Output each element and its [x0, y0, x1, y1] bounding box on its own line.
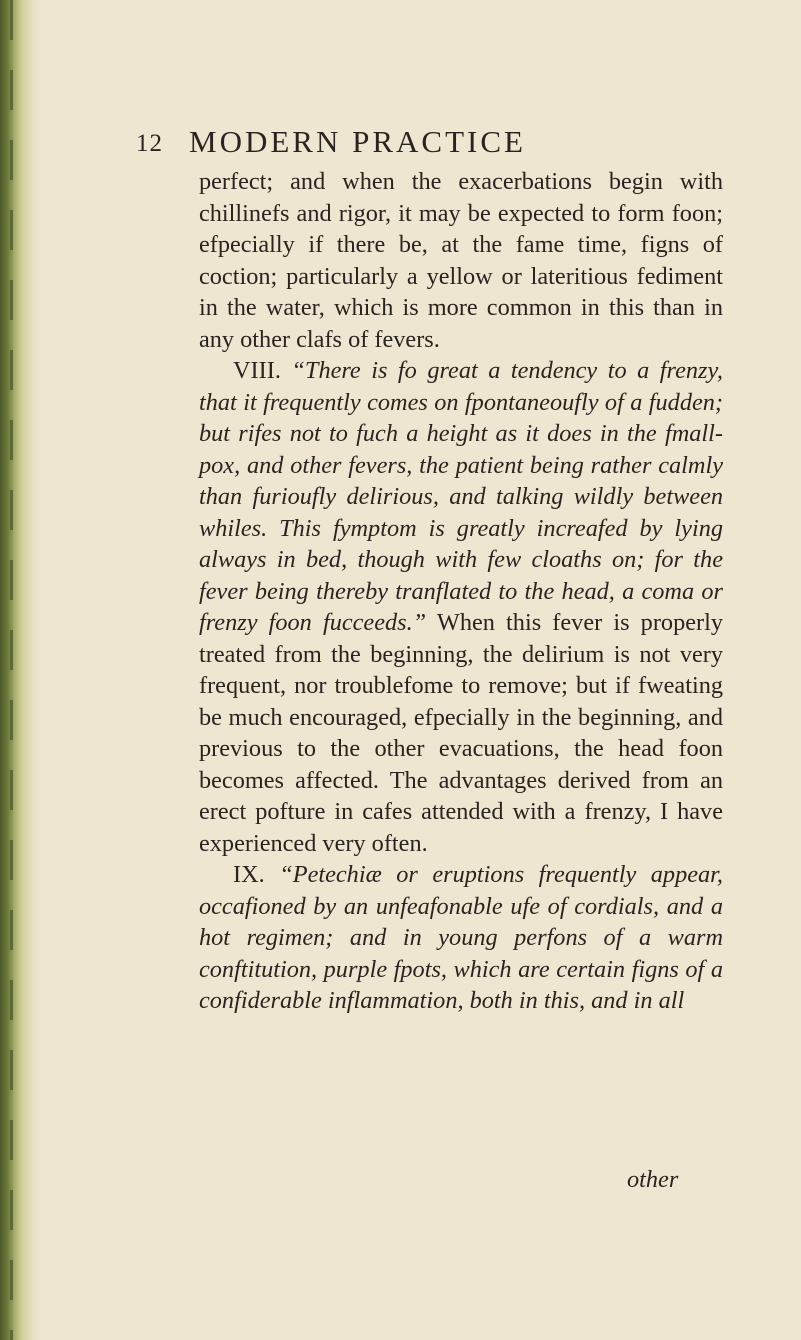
section-number: IX.	[233, 861, 265, 888]
paragraph-text: When this fever is properly treated from the beginning, the delirium is not very frequent, nor troublefome to remove; but if fweating be much encouraged, efpecially in the beginning, and previous to the other evacuations, the head foon becomes affected. The advantages derived from an erect pofture in cafes attended with a frenzy, I have experienced very often.	[199, 609, 723, 857]
page-header	[52, 124, 722, 164]
book-page	[52, 0, 797, 1340]
paragraph-viii	[199, 355, 723, 859]
quoted-passage: “Petechiæ or eruptions frequently appear, occafioned by an unfeafonable ufe of cordials, and a hot regimen; and in young perfons of a warm conftitution, purple fpots, which are certain figns of a confiderable inflammation, both in this, and in all	[199, 861, 723, 1014]
section-number: VIII.	[233, 357, 281, 384]
body-text	[199, 166, 723, 1017]
book-binding-edge	[0, 0, 42, 1340]
running-head: MODERN PRACTICE	[189, 124, 526, 159]
paragraph-ix	[199, 859, 723, 1017]
page-number: 12	[136, 130, 163, 157]
paragraph-text: perfect; and when the exacerbations begin with chillinefs and rigor, it may be expected to form foon; efpecially if there be, at the fame time, figns of coction; particularly a yellow or lateritious fediment in the water, which is more common in this than in any other clafs of fevers.	[199, 168, 723, 353]
quoted-passage: “There is fo great a tendency to a frenzy, that it frequently comes on fpontaneoufly of a fudden; but rifes not to fuch a height as it does in the fmall-pox, and other fevers, the patient being rather calmly than furioufly delirious, and talking wildly between whiles. This fymptom is greatly increafed by lying always in bed, though with few cloaths on; for the fever being thereby tranflated to the head, a coma or frenzy foon fucceeds.”	[199, 357, 723, 636]
paragraph-continuation	[199, 166, 723, 355]
catchword: other	[627, 1166, 679, 1193]
